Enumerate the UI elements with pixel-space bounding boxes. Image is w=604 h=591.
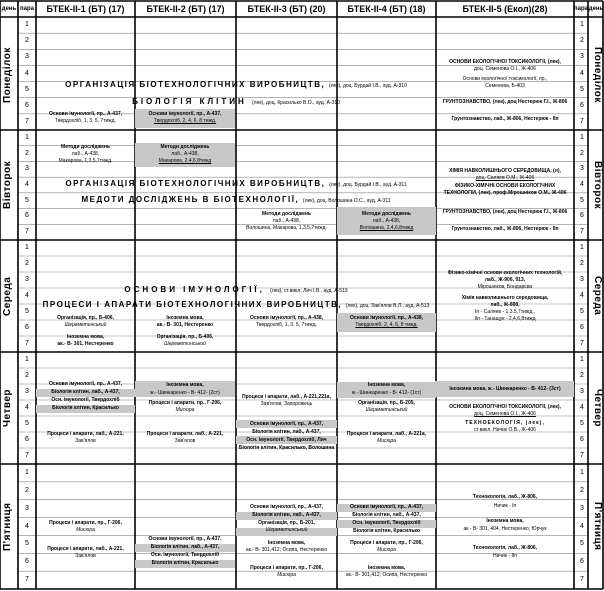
pair-number: 2	[580, 372, 584, 379]
thu-g4-processes: Процеси і апарати, лаб., А-221а,	[346, 431, 427, 437]
wed-g4-immunology: Основи імунології, пр., А-438,	[349, 315, 424, 321]
pair-number: 7	[25, 340, 29, 347]
thu-g3-immunology-teacher: Осн. імунології, Твердохліб, Лич	[246, 437, 327, 443]
fri-g4-processes: Процеси і апарати, пр., Г-206,	[350, 540, 423, 546]
pair-number: 2	[25, 260, 29, 267]
thu-g1-biology: Біологія клітин, лаб., А-437,	[51, 389, 120, 395]
pair-number: 3	[25, 53, 29, 61]
day-label-mon-right: Понеділок	[592, 47, 603, 103]
thu-g1-processes-info: Зав'ялов	[75, 438, 96, 444]
fri-g3-organization: Організація, пр., Б-201,	[258, 520, 315, 526]
thu-g2-processes: Процеси і апарати, пр., Г-206,	[148, 400, 222, 406]
fri-g5-technoecology-2: Технокологія, лаб., Ж-806,	[472, 545, 538, 551]
pair-number: 3	[25, 165, 29, 173]
fri-g5-technoecology-1-info: Ничик - Iп	[493, 503, 517, 509]
day-label-mon: Понеділок	[2, 47, 13, 103]
thu-g2-processes-lab-info: Зав'ялов	[174, 438, 196, 444]
fri-g5-technoecology-2-info: Ничик - IIп	[493, 553, 517, 559]
pair-number: 5	[25, 85, 29, 93]
fri-g1-processes-lab-info: Зав'ялов	[75, 553, 96, 559]
pair-number: 4	[25, 292, 29, 299]
mon-g2-immunology: Основи імунології, пр., А-437,	[148, 111, 222, 117]
pair-number: 1	[25, 356, 29, 363]
mon-g1-immunology: Основи імунології, пр., А-437,	[48, 111, 123, 117]
wed-g2-organization: Організація, пр., Б-406,	[156, 334, 214, 340]
mon-g2-immunology-info: Твердохліб, 2, 4, 6, 8 тижд.	[153, 118, 217, 124]
pair-number: 7	[25, 452, 29, 459]
thu-g5-foreign: Іноземна мова, ж.- Шинкаренко - В- 412- (3ст)	[449, 386, 561, 392]
tue-g4-methods-room: лаб., А-438,	[372, 218, 401, 224]
fri-g2-biology-teacher: Біологія клітин, Красилько	[151, 560, 219, 566]
pair-number: 4	[580, 181, 584, 188]
pair-number: 4	[25, 181, 29, 188]
tue-lecture-2: МЕДОТИ ДОСЛІДЖЕНЬ В БІОТЕХНОЛОГІЇ, (лек), доц. Волошина О.С., ауд. А-311	[81, 195, 391, 204]
thu-g2-processes-lab: Процеси і апарати, лаб., А-221,	[146, 431, 224, 437]
fri-g1-processes-practice: Процеси і апарати, пр., Г-206,	[49, 520, 122, 526]
pair-number: 1	[580, 21, 584, 29]
tue-soil-lecture: ГРУНТОЗНАВСТВО, (лек), доц Нестерюк Г.І., Ж-806	[442, 209, 568, 215]
fri-g3-biology: Біологія клітин, лаб., А-437,	[252, 512, 321, 518]
pair-number: 5	[580, 308, 584, 315]
tue-g3-methods-room: лаб., А-438,	[272, 218, 301, 224]
fri-g3-foreign: Іноземна мова,	[267, 540, 306, 546]
thu-g3-biology-teacher: Біологія клітин, Красилько, Волошина	[238, 445, 335, 451]
fri-g2-biology: Біологія клітин, лаб., А-437,	[150, 544, 220, 550]
pair-number: 2	[580, 260, 584, 267]
thu-g4-organization: Організація, пр., Б-205,	[358, 400, 415, 406]
wed-eco-chem-group1: Iп - Саляев - 1,3,5,7тижд.,	[475, 309, 535, 315]
fri-g4-biology-teacher: Біологія клітин, Красилько	[353, 528, 420, 534]
wed-eco-chem-lab: Хімія навколишнього середовища,	[461, 295, 549, 301]
wed-g1-organization-info: Шереметинський	[64, 322, 107, 328]
pair-number: 4	[25, 404, 29, 411]
thu-g4-foreign-info: ж.- Шинкаренко - В- 412- (1ст)	[351, 390, 422, 396]
fri-g5-foreign-info: ак.- В- 301, 404, Нестеренко, Юрчук	[463, 526, 547, 532]
fri-g3-organization-info: Шереметинський	[265, 527, 308, 533]
mon-eco-lecture-info: доц. Семенова О.І., Ж-406	[474, 66, 536, 72]
mon-soil-lab: Грунтознавство, лаб., Ж-806, Нестерюк - IIп	[451, 116, 559, 122]
group-header-3: БТЕК-II-3 (БТ) (20)	[247, 4, 326, 14]
fri-g4-biology: Біологія клітин, лаб., А-437,	[352, 512, 421, 518]
wed-eco-chem-group2: IIп - Танащук - 2,4,6,8тижд	[474, 316, 536, 322]
thu-g3-biology: Біологія клітин, лаб., А-437,	[252, 429, 321, 435]
thu-g3-immunology: Основи імунології, пр., А-437,	[249, 421, 324, 427]
pair-number: 7	[580, 117, 584, 125]
group-header-1: БТЕК-II-1 (БТ) (17)	[46, 4, 125, 14]
day-label-fri-right: П'ятниця	[592, 502, 603, 551]
tue-soil-lab: Грунтознавство, лаб., Ж-806, Нестерюк - IIп	[451, 226, 559, 232]
wed-eco-physchem-lab: Фізико-хімічні основи екологічних технологій,	[447, 270, 563, 276]
tue-g2-methods-info: Макарова, 2,4,6,8тижд	[158, 158, 212, 164]
pair-number: 3	[25, 276, 29, 283]
mon-g1-immunology-info: Твердохліб, 1, 3, 5, 7тижд.	[55, 118, 116, 124]
pair-number: 7	[580, 228, 584, 236]
tue-g1-methods-info: Макарова, 1,3,5,7тижд.	[58, 158, 113, 164]
thu-g5-eco-lecture: ОСНОВИ ЕКОЛОГІЧНОЇ ТОКСИКОЛОГІЇ, (лек),	[449, 404, 561, 410]
header-para: пара	[20, 6, 34, 12]
tue-g2-methods-room: лаб., А-438,	[171, 151, 199, 157]
wed-g2-foreign-info: ак.- В- 301, Нестеренко	[156, 322, 214, 328]
wed-g4-immunology-info: Твердохліб, 2, 4, 6, 8 тижд.	[355, 322, 418, 328]
thu-g2-foreign: Іноземна мова,	[166, 382, 204, 388]
fri-g4-foreign-info: ак.- В- 301,412; Осипа, Нестеренко	[345, 572, 428, 578]
fri-g5-foreign: Іноземна мова,	[486, 518, 524, 524]
pair-number: 7	[25, 228, 29, 236]
pair-number: 1	[580, 244, 584, 251]
fri-g4-processes-info: Мисюра	[377, 547, 396, 553]
fri-g3-processes-info: Мисюра	[277, 572, 296, 578]
pair-number: 4	[580, 404, 584, 411]
pair-number: 2	[25, 372, 29, 379]
pair-number: 3	[25, 504, 29, 512]
pair-number: 5	[580, 420, 584, 427]
pair-number: 1	[25, 21, 29, 29]
pair-number: 5	[580, 196, 584, 204]
tue-lecture-1: ОРГАНІЗАЦІЯ БІОТЕХНОЛОГІЧНИХ ВИРОБНИЦТВ, (лек), доц. Бурдай І.В., ауд. А-311	[65, 179, 407, 188]
pair-number: 2	[580, 37, 584, 45]
fri-g4-immunology-teacher: Осн. імунології, Твердохліб	[352, 520, 421, 526]
wed-lecture-2: ПРОЦЕСИ І АПАРАТИ БІОТЕХНОЛОГІЧНИХ ВИРОБНИЦТВ, (лек), доц. Зав'ялов В.Л., ауд. А-513	[42, 300, 430, 309]
thu-g5-technoecology-info: ст.викл. Ничик О.В., Ж-406	[474, 427, 536, 433]
fri-g4-foreign: Іноземна мова,	[367, 565, 406, 571]
pair-number: 1	[580, 133, 584, 141]
pair-number: 5	[25, 420, 29, 427]
wed-eco-physchem-room: лаб., Ж-906, 913,	[484, 277, 526, 283]
pair-number: 4	[580, 69, 584, 77]
mon-eco-practice: Основи екологічної токсикології, пр.,	[462, 76, 548, 82]
wed-lecture-1: ОСНОВИ ІМУНОЛОГІЇ, (лек), ст.викл. Лич І.В., ауд. А-513	[124, 285, 348, 294]
pair-number: 3	[580, 53, 584, 61]
pair-number: 3	[580, 165, 584, 173]
thu-g1-processes: Процеси і апарати, лаб., А-221,	[47, 431, 124, 437]
header-day-right: день	[588, 6, 604, 12]
pair-number: 1	[580, 468, 584, 476]
thu-g1-biology-teacher: Біологія клітин, Красилько	[52, 405, 119, 411]
pair-number: 2	[580, 486, 584, 494]
tue-g4-methods: Методи досліджень	[362, 211, 411, 217]
wed-eco-chem-room: лаб., Ж-808,	[490, 302, 520, 308]
thu-g5-technoecology: ТЕХНОЕКОЛОГІЯ, (лек),	[465, 420, 545, 426]
group-header-5: БТЕК-II-5 (Екол)(28)	[462, 4, 548, 14]
pair-number: 5	[25, 308, 29, 315]
pair-number: 4	[580, 292, 584, 299]
wed-g3-immunology-info: Твердохліб, 1, 3, 5, 7тижд.	[256, 322, 317, 328]
tue-eco-chemistry-info: доц. Саляев О.М., Ж-406	[475, 175, 535, 181]
mon-eco-practice-info: Семенова, Б-403	[485, 83, 525, 89]
fri-g3-immunology: Основи імунології, пр., А-437,	[249, 504, 324, 510]
wed-g3-immunology: Основи імунології, пр., А-438,	[249, 315, 324, 321]
pair-number: 7	[580, 576, 584, 584]
pair-number: 5	[25, 196, 29, 204]
wed-g1-organization: Організація, пр., Б-406,	[57, 315, 114, 321]
pair-number: 4	[25, 522, 29, 530]
day-label-wed-right: Середа	[592, 276, 603, 316]
tue-g1-methods: Методи досліджень	[61, 144, 110, 150]
wed-g2-organization-info: Шереметинський	[164, 341, 206, 347]
pair-number: 6	[580, 558, 584, 566]
wed-g2-foreign: Іноземна мова,	[166, 315, 204, 321]
pair-number: 6	[580, 436, 584, 443]
tue-eco-chemistry: ХІМІЯ НАВКОЛИШНЬОГО СЕРЕДОВИЩА, (л),	[449, 168, 561, 174]
wed-g1-foreign-info: ак.- В- 301, Нестеренко	[57, 341, 114, 347]
thu-g4-processes-info: Мисюра	[377, 438, 396, 444]
thu-g2-foreign-info: ж.- Шинкаренко - В- 412- (2ст)	[150, 390, 220, 396]
pair-number: 3	[25, 388, 29, 395]
pair-number: 6	[25, 212, 29, 220]
pair-number: 7	[25, 576, 29, 584]
pair-number: 6	[580, 212, 584, 220]
mon-lecture-2: БІОЛОГІЯ КЛІТИН (лек), доц. Красилько В.О., ауд. А-310	[132, 97, 340, 106]
thu-g1-immunology: Основи імунології, пр., А-437,	[48, 381, 123, 387]
pair-number: 7	[25, 117, 29, 125]
pair-number: 4	[580, 522, 584, 530]
tue-g4-methods-info: Волошина, 2,4,6,8тижд	[359, 225, 414, 231]
pair-number: 2	[25, 486, 29, 494]
wed-eco-physchem-info: Мірошніков, Бондарєва	[477, 284, 533, 290]
pair-number: 3	[580, 504, 584, 512]
group-header-2: БТЕК-II-2 (БТ) (17)	[146, 4, 225, 14]
thu-g1-immunology-teacher: Осн. імунології, Твердохліб	[51, 397, 120, 403]
tue-g2-methods: Методи досліджень	[160, 144, 210, 150]
day-label-fri: П'ятниця	[2, 502, 13, 551]
pair-number: 6	[580, 324, 584, 331]
pair-number: 5	[580, 85, 584, 93]
fri-g3-foreign-info: ак.- В- 301,412; Осипа, Нестеренко	[245, 547, 328, 553]
tue-g1-methods-room: лаб., А-438,	[71, 151, 100, 157]
pair-number: 2	[25, 37, 29, 45]
pair-number: 6	[25, 324, 29, 331]
tue-eco-physchem: ФІЗИКО-ХІМІЧНІ ОСНОВИ ЕКОЛОГІЧНИХ	[454, 183, 556, 189]
fri-g3-processes: Процеси і апарати, пр., Г-206,	[250, 565, 323, 571]
pair-number: 3	[580, 388, 584, 395]
pair-number: 6	[580, 101, 584, 109]
day-label-thu: Четвер	[2, 388, 13, 428]
tue-eco-physchem-info: ТЕХНОЛОГІЙ, (лек), проф.Мірошніков О.М., Ж-406	[443, 190, 567, 196]
pair-number: 2	[25, 149, 29, 157]
mon-eco-lecture: ОСНОВИ ЕКОЛОГІЧНОЇ ТОКСИКОЛОГІЇ, (лек),	[449, 59, 561, 65]
pair-number: 3	[580, 276, 584, 283]
thu-g3-processes: Процеси і апарати, лаб., А-221,221а,	[242, 394, 331, 400]
thu-g4-foreign: Іноземна мова,	[367, 382, 406, 388]
pair-number: 1	[25, 468, 29, 476]
fri-g1-processes-practice-info: Мисюра	[76, 527, 95, 533]
header-para-right: пара	[574, 6, 588, 12]
fri-g2-immunology-teacher: Осн. імунології, Твердохліб	[150, 552, 220, 558]
pair-number: 1	[25, 244, 29, 251]
pair-number: 6	[25, 101, 29, 109]
thu-g3-processes-info: Зав'ялов, Запорожець	[260, 401, 313, 407]
mon-soil-lecture: ГРУНТОЗНАВСТВО, (лек), доц Нестерюк Г.І., Ж-806	[442, 99, 568, 105]
thu-g2-processes-info: Мисюра	[175, 407, 195, 413]
day-label-tue-right: Вівторок	[592, 160, 603, 210]
pair-number: 5	[580, 540, 584, 548]
group-header-4: БТЕК-II-4 (БТ) (18)	[347, 4, 426, 14]
thu-g4-organization-info: Шереметинський	[365, 407, 408, 413]
day-label-tue: Вівторок	[2, 160, 13, 210]
pair-number: 1	[25, 133, 29, 141]
pair-number: 5	[25, 540, 29, 548]
day-label-thu-right: Четвер	[592, 388, 603, 428]
day-label-wed: Середа	[2, 276, 13, 316]
fri-g4-immunology: Основи імунології, пр., А-437,	[349, 504, 424, 510]
pair-number: 7	[580, 340, 584, 347]
wed-g1-foreign: Іноземна мова,	[66, 334, 105, 340]
fri-g1-processes-lab: Процеси і апарати, лаб., А-221,	[47, 546, 124, 552]
fri-g5-technoecology-1: Технокологія, лаб., Ж-806,	[472, 494, 538, 500]
header-day: день	[1, 6, 17, 12]
thu-g5-eco-lecture-info: доц. Семенова О.І., Ж-406	[474, 411, 536, 417]
tue-g3-methods-info: Волошина, Макарова, 1,3,5,7тижд.	[246, 225, 327, 231]
pair-number: 6	[25, 558, 29, 566]
pair-number: 2	[580, 149, 584, 157]
mon-lecture-1: ОРГАНІЗАЦІЯ БІОТЕХНОЛОГІЧНИХ ВИРОБНИЦТВ, (лек), доц. Бурдай І.В., ауд. А-310	[65, 80, 407, 89]
pair-number: 4	[25, 69, 29, 77]
pair-number: 6	[25, 436, 29, 443]
pair-number: 1	[580, 356, 584, 363]
tue-g3-methods: Методи досліджень	[262, 211, 311, 217]
fri-g2-immunology: Основи імунології, пр., А-437,	[148, 536, 222, 542]
pair-number: 7	[580, 452, 584, 459]
